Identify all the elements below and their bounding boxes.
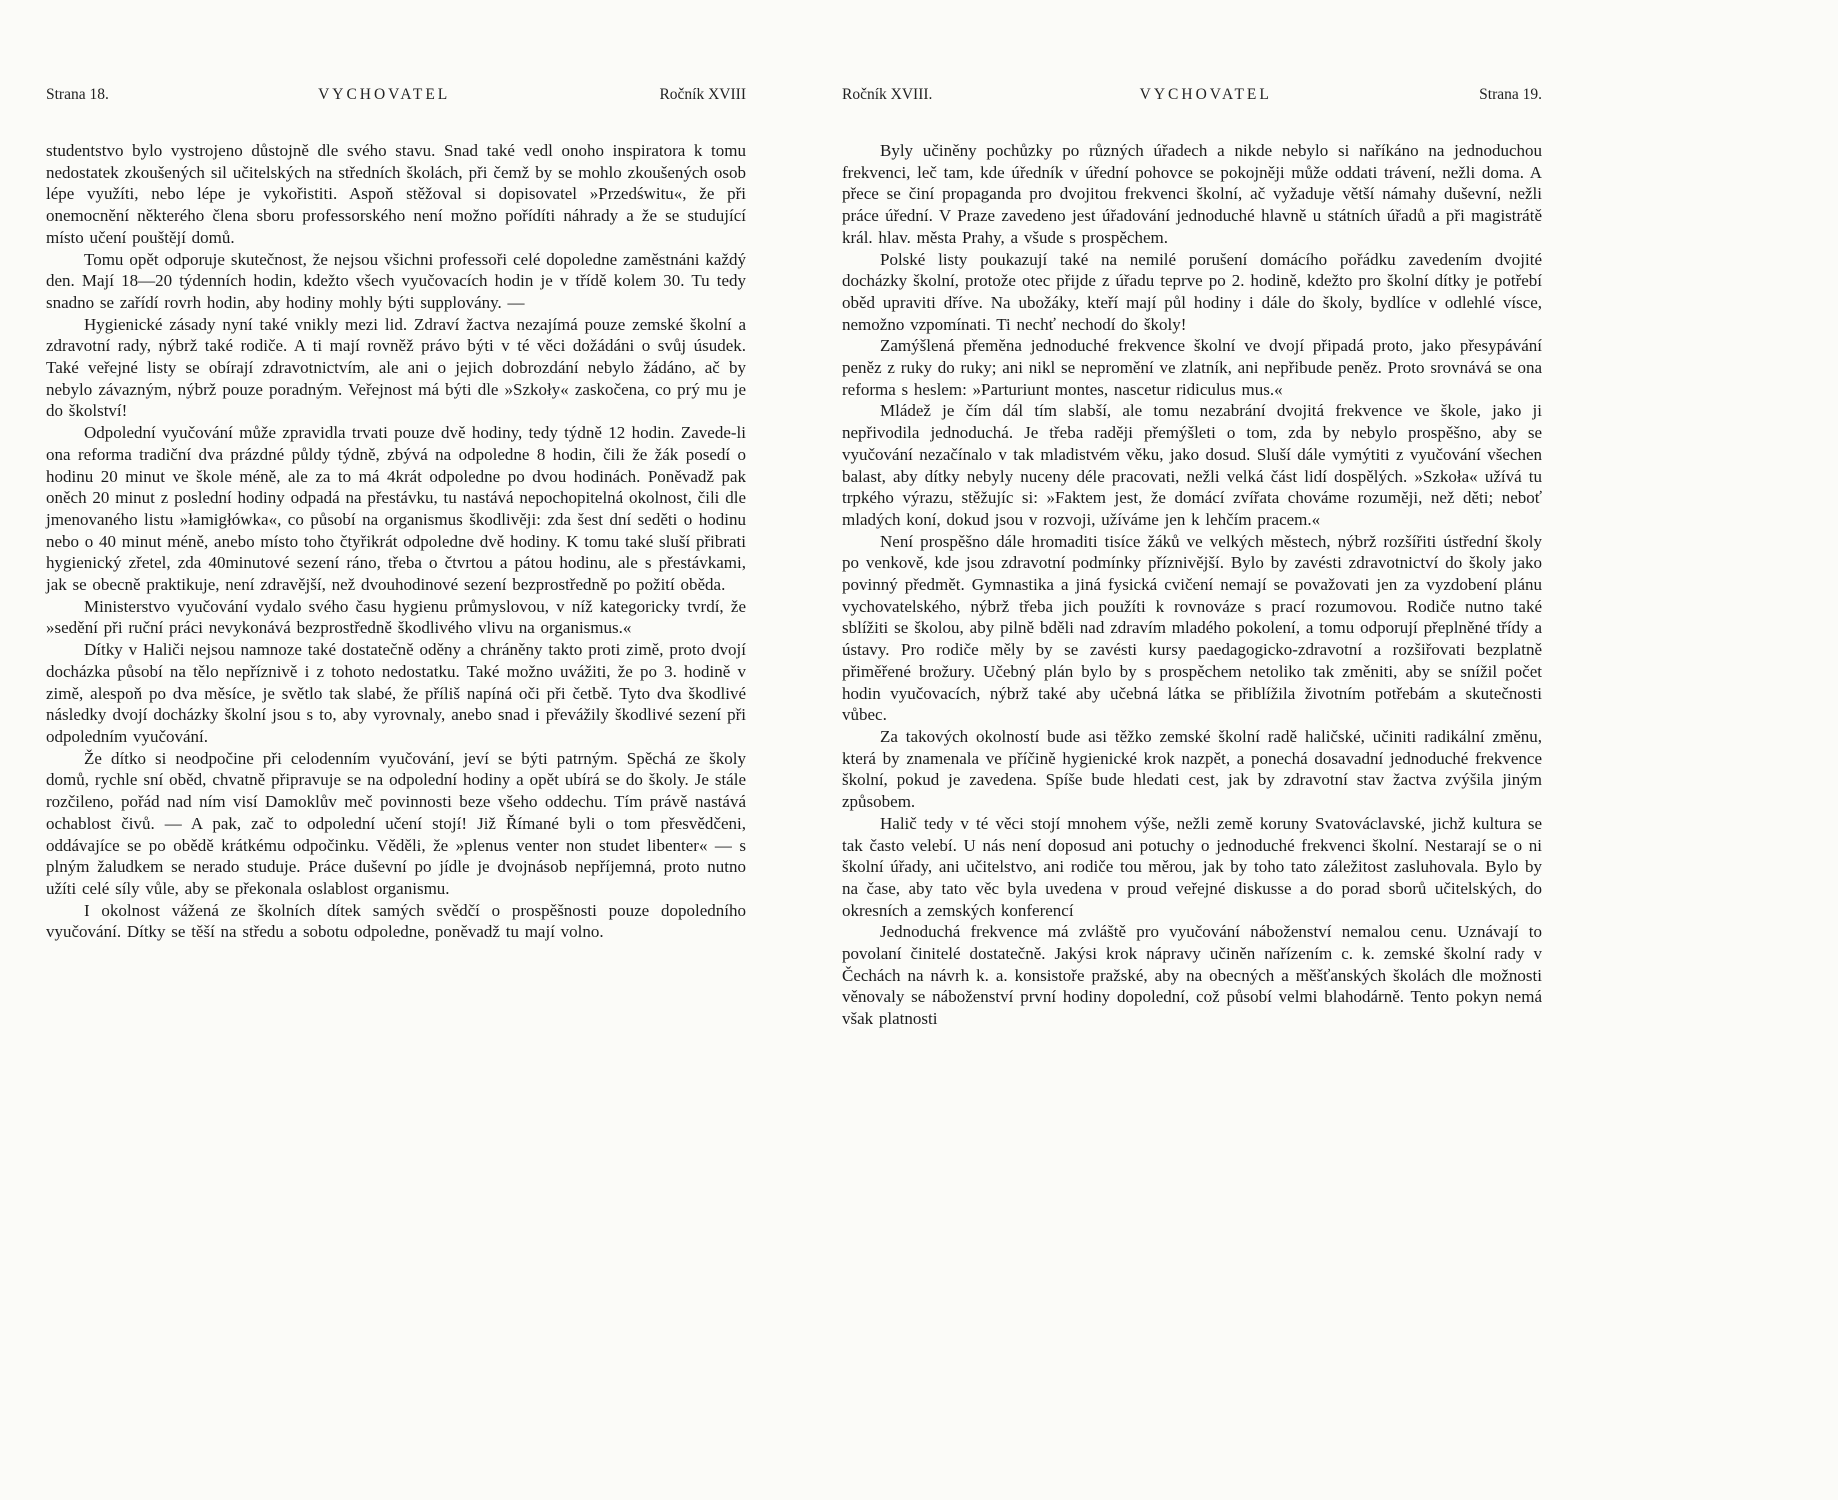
paragraph: Tomu opět odporuje skutečnost, že nejsou všichni professoři celé dopoledne zaměstnáni každý den. Mají 18—20 týdenních hodin, kdežto všech vyučovacích hodin je v třídě kolem 30. Tu tedy snadno se zařídí rovrh hodin, aby hodiny mohly býti supplovány. — [46,249,746,312]
left-page-number: Strana 18. [46,86,109,103]
left-volume-label: Ročník XVIII [659,86,746,103]
left-page [46,86,746,1030]
paragraph: Za takových okolností bude asi těžko zemské školní radě haličské, učiniti radikální změnu, která by znamenala ve příčině hygienické krok nazpět, a ponechá dosavadní jednoduché frekvence školní, pokud je zavedena. Spíše bude hledati cest, jak by zdravotní stav žactva zvýšila jiným způsobem. [842,726,1542,812]
paragraph: Byly učiněny pochůzky po různých úřadech a nikde nebylo si naříkáno na jednoduchou frekvenci, leč tam, kde úředník v úřední pohovce se pokojněji může oddati trávení, nežli doma. A přece se činí propaganda pro dvojitou frekvenci školní, ač vyžaduje větší námahy duševní, nežli práce úřední. V Praze zavedeno jest úřadování jednoduché hlavně u státních úřadů a při magistrátě král. hlav. města Prahy, a všude s prospěchem. [842,141,1542,247]
paragraph: Jednoduchá frekvence má zvláště pro vyučování náboženství nemalou cenu. Uznávají to povolaní činitelé dostatečně. Jakýsi krok nápravy učiněn nařízením c. k. zemské školní rady v Čechách na návrh k. a. konsistoře pražské, aby na obecných a měšťanských školách dle možnosti věnovaly se náboženství první hodiny dopolední, což působí velmi blahodárně. Tento pokyn nemá však platnosti [842,922,1542,1029]
paragraph: Není prospěšno dále hromaditi tisíce žáků ve velkých městech, nýbrž rozšířiti ústřední školy po venkově, kde jsou zdravotní podmínky příznivější. Bylo by zavésti zdravotnictví do školy jako povinný předmět. Gymnastika a jiná fysická cvičení nemají se považovati jen za vyzdobení plánu vychovatelského, nýbrž třeba jich použíti k rovnováze s prací rozumovou. Rodiče nutno také sblížiti se školou, aby pilně bděli nad zdravím mladého pokolení, a tomu odporují přeplněné třídy a ústavy. Pro rodiče měly by se zavésti kursy paedagogicko-zdravotní a rozšiřovati bezplatně přiměřené brožury. Učebný plán bylo by s prospěchem netoliko tak změniti, aby se snížil počet hodin vyučovacích, nýbrž také aby učebná látka se přiblížila životním potřebám a skutečnosti vůbec. [842,531,1542,725]
right-page-number: Strana 19. [1479,86,1542,103]
left-page-body [46,140,746,943]
right-journal-title: VYCHOVATEL [1139,86,1272,103]
left-journal-title: VYCHOVATEL [318,86,451,103]
paragraph: Hygienické zásady nyní také vnikly mezi lid. Zdraví žactva nezajímá pouze zemské školní a zdravotní rady, nýbrž také rodiče. A ti mají rovněž právo býti v té věci dožádáni o svůj úsudek. Také veřejné listy se obírají zdravotnictvím, ale ani o jejich dobrozdání nebylo žádáno, ač by nebylo závazným, nýbrž pouze poradným. Veřejnost má býti dle »Szkoły« zaskočena, co prý mu je do školství! [46,314,746,421]
paragraph: Zamýšlená přeměna jednoduché frekvence školní ve dvojí připadá proto, jako přesypávání peněz z ruky do ruky; ani nikl se nepromění ve zlatník, ani nepřibude peněz. Proto srovnává se ona reforma s heslem: »Parturiunt montes, nascetur ridiculus mus.« [842,336,1542,399]
left-page-header [46,86,746,104]
paragraph: Polské listy poukazují také na nemilé porušení domácího pořádku zavedením dvojité docházky školní, protože otec přijde z úřadu teprve po 2. hodině, kdežto pro školní dítky je potřebí oběd upraviti dříve. Na ubožáky, kteří mají půl hodiny i dále do školy, bydlíce v odlehlé vísce, nemožno vzpomínati. Ti nechť nechodí do školy! [842,249,1542,334]
right-volume-label: Ročník XVIII. [842,86,933,103]
right-page [842,86,1542,1030]
paragraph: I okolnost vážená ze školních dítek samých svědčí o prospěšnosti pouze dopoledního vyučování. Dítky se těší na středu a sobotu odpoledne, poněvadž tu mají volno. [46,900,746,942]
paragraph: studentstvo bylo vystrojeno důstojně dle svého stavu. Snad také vedl onoho inspiratora k tomu nedostatek zkoušených sil učitelských na středních školách, při čemž by se mohlo zkoušených osob lépe využíti, nebo lépe je vykořistiti. Aspoň stěžoval si dopisovatel »Przedświtu«, že při onemocnění některého člena sboru professorského není možno pořídíti náhrady a že se studující místo učení pouštějí domů. [46,141,746,247]
paragraph: Mládež je čím dál tím slabší, ale tomu nezabrání dvojitá frekvence ve škole, jako ji nepřivodila jednoduchá. Je třeba raději přemýšleti o tom, zda by nebylo prospěšno, aby se vyučování nezačínalo v tak mladistvém věku, jako dosud. Sluší dále vymýtiti z vyučování všechen balast, aby dítky nebyly nuceny déle pracovati, nežli velká část lidí dospělých. »Szkoła« užívá tu trpkého výrazu, stěžujíc si: »Faktem jest, že domácí zvířata chováme rozuměji, než děti; neboť mladých koní, dokud jsou v rozvoji, užíváme jen k lehčím pracem.« [842,401,1542,529]
paragraph: Halič tedy v té věci stojí mnohem výše, nežli země koruny Svatováclavské, jichž kultura se tak často velebí. U nás není doposud ani potuchy o jednoduché frekvenci školní. Nestarají se o ni školní úřady, ani učitelstvo, ani rodiče tou měrou, jak by toho tato záležitost zasluhovala. Bylo by na čase, aby tato věc byla uvedena v proud veřejné diskusse a do porad sborů učitelských, do okresních a zemských konferencí [842,813,1542,920]
right-page-header [842,86,1542,104]
right-page-body [842,140,1542,1030]
paragraph: Dítky v Haliči nejsou namnoze také dostatečně oděny a chráněny takto proti zimě, proto dvojí docházka působí na tělo nepříznivě i z tohoto nedostatku. Také možno uvážiti, že po 3. hodině v zimě, alespoň po dva měsíce, je světlo tak slabé, že příliš napíná oči při četbě. Tyto dva škodlivé následky dvojí docházky školní jsou s to, aby vyrovnaly, anebo snad i převážily škodlivé sezení při odpoledním vyučování. [46,640,746,746]
paragraph: Odpolední vyučování může zpravidla trvati pouze dvě hodiny, tedy týdně 12 hodin. Zavede-li ona reforma tradiční dva prázdné půldy týdně, zbývá na odpoledne 8 hodin, čili že žák posedí o hodinu 20 minut ve škole méně, ale za to má 4krát odpoledne po dvou hodinách. Poněvadž pak oněch 20 minut z poslední hodiny odpadá na přestávku, tu nastává nepochopitelná okolnost, čili dle jmenovaného listu »łamigłówka«, co působí na organismus škodlivěji: zda šest dní seděti o hodinu nebo o 40 minut méně, anebo místo toho čtyřikrát odpoledne dvě hodiny. K tomu také sluší přibrati hygienický zřetel, zda 40minutové sezení ráno, třeba o čtvrtou a pátou hodinu, ale s přestávkami, jak se obecně praktikuje, není zdravější, než dvouhodinové sezení bezprostředně po požití oběda. [46,423,746,595]
paragraph: Ministerstvo vyučování vydalo svého času hygienu průmyslovou, v níž kategoricky tvrdí, že »sedění při ruční práci nevykonává bezprostředně škodlivého vlivu na organismus.« [46,596,746,638]
paragraph: Že dítko si neodpočine při celodenním vyučování, jeví se býti patrným. Spěchá ze školy domů, rychle sní oběd, chvatně připravuje se na odpolední hodiny a opět ubírá se do školy. Je stále rozčileno, pořád nad ním visí Damoklův meč povinnosti beze všeho oddechu. Tím právě nastává ochablost čivů. — A pak, zač to odpolední učení stojí! Již Římané byli o tom přesvědčeni, oddávajíce se po obědě krátkému odpočinku. Věděli, že »plenus venter non studet libenter« — s plným žaludkem se nerado studuje. Práce duševní po jídle je dvojnásob nepříjemná, proto nutno užíti celé síly vůle, aby se překonala oslablost organismu. [46,748,746,898]
